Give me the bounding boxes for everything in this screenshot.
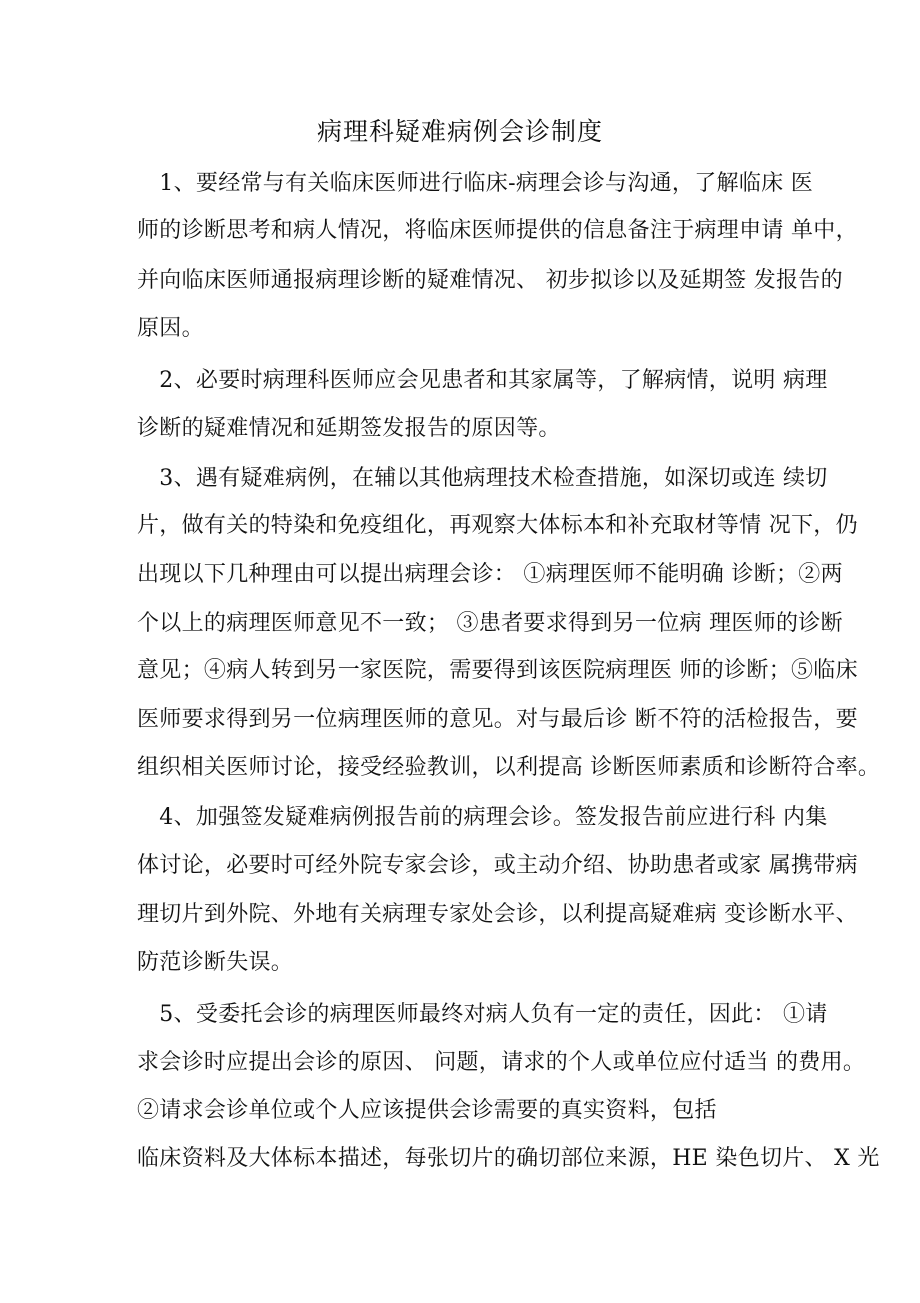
paragraph-3-line-2: 片，做有关的特染和免疫组化，再观察大体标本和补充取材等情 况下，仍	[137, 513, 858, 538]
paragraph-2-line-2: 诊断的疑难情况和延期签发报告的原因等。	[137, 416, 561, 441]
paragraph-4-line-4: 防范诊断失误。	[137, 950, 294, 975]
paragraph-3-line-5: 意见；④病人转到另一家医院，需要得到该医院病理医 师的诊断；⑤临床	[137, 658, 858, 683]
paragraph-4-line-3: 理切片到外院、外地有关病理专家处会诊，以利提高疑难病 变诊断水平、	[137, 902, 858, 927]
paragraph-5-line-4: 临床资料及大体标本描述，每张切片的确切部位来源，HE 染色切片、 X 光	[137, 1146, 880, 1171]
paragraph-1-line-1: 1、要经常与有关临床医师进行临床-病理会诊与沟通，了解临床 医	[137, 171, 814, 196]
paragraph-1-line-2: 师的诊断思考和病人情况，将临床医师提供的信息备注于病理申请 单中，	[137, 218, 858, 243]
paragraph-5-line-1: 5、受委托会诊的病理医师最终对病人负有一定的责任，因此： ①请	[137, 1002, 828, 1027]
document-title: 病理科疑难病例会诊制度	[316, 117, 603, 146]
paragraph-4-line-1: 4、加强签发疑难病例报告前的病理会诊。签发报告前应进行科 内集	[137, 805, 828, 830]
paragraph-1-line-4: 原因。	[137, 316, 204, 341]
paragraph-5-line-2: 求会诊时应提出会诊的原因、 问题，请求的个人或单位应付适当 的费用。	[137, 1050, 866, 1075]
paragraph-3-line-6: 医师要求得到另一位病理医师的意见。对与最后诊 断不符的活检报告，要	[137, 707, 858, 732]
paragraph-3-line-3: 出现以下几种理由可以提出病理会诊： ①病理医师不能明确 诊断；②两	[137, 562, 843, 587]
paragraph-3-line-4: 个以上的病理医师意见不一致； ③患者要求得到另一位病 理医师的诊断	[137, 611, 843, 636]
paragraph-3-line-1: 3、遇有疑难病例，在辅以其他病理技术检查措施，如深切或连 续切	[137, 466, 828, 491]
paragraph-5-line-3: ②请求会诊单位或个人应该提供会诊需要的真实资料，包括	[137, 1098, 717, 1123]
paragraph-2-line-1: 2、必要时病理科医师应会见患者和其家属等，了解病情，说明 病理	[137, 368, 828, 393]
paragraph-1-line-3: 并向临床医师通报病理诊断的疑难情况、 初步拟诊以及延期签 发报告的	[137, 268, 843, 293]
paragraph-3-line-7: 组织相关医师讨论，接受经验教训，以利提高 诊断医师素质和诊断符合率。	[137, 755, 881, 780]
paragraph-4-line-2: 体讨论，必要时可经外院专家会诊，或主动介绍、协助患者或家 属携带病	[137, 853, 858, 878]
